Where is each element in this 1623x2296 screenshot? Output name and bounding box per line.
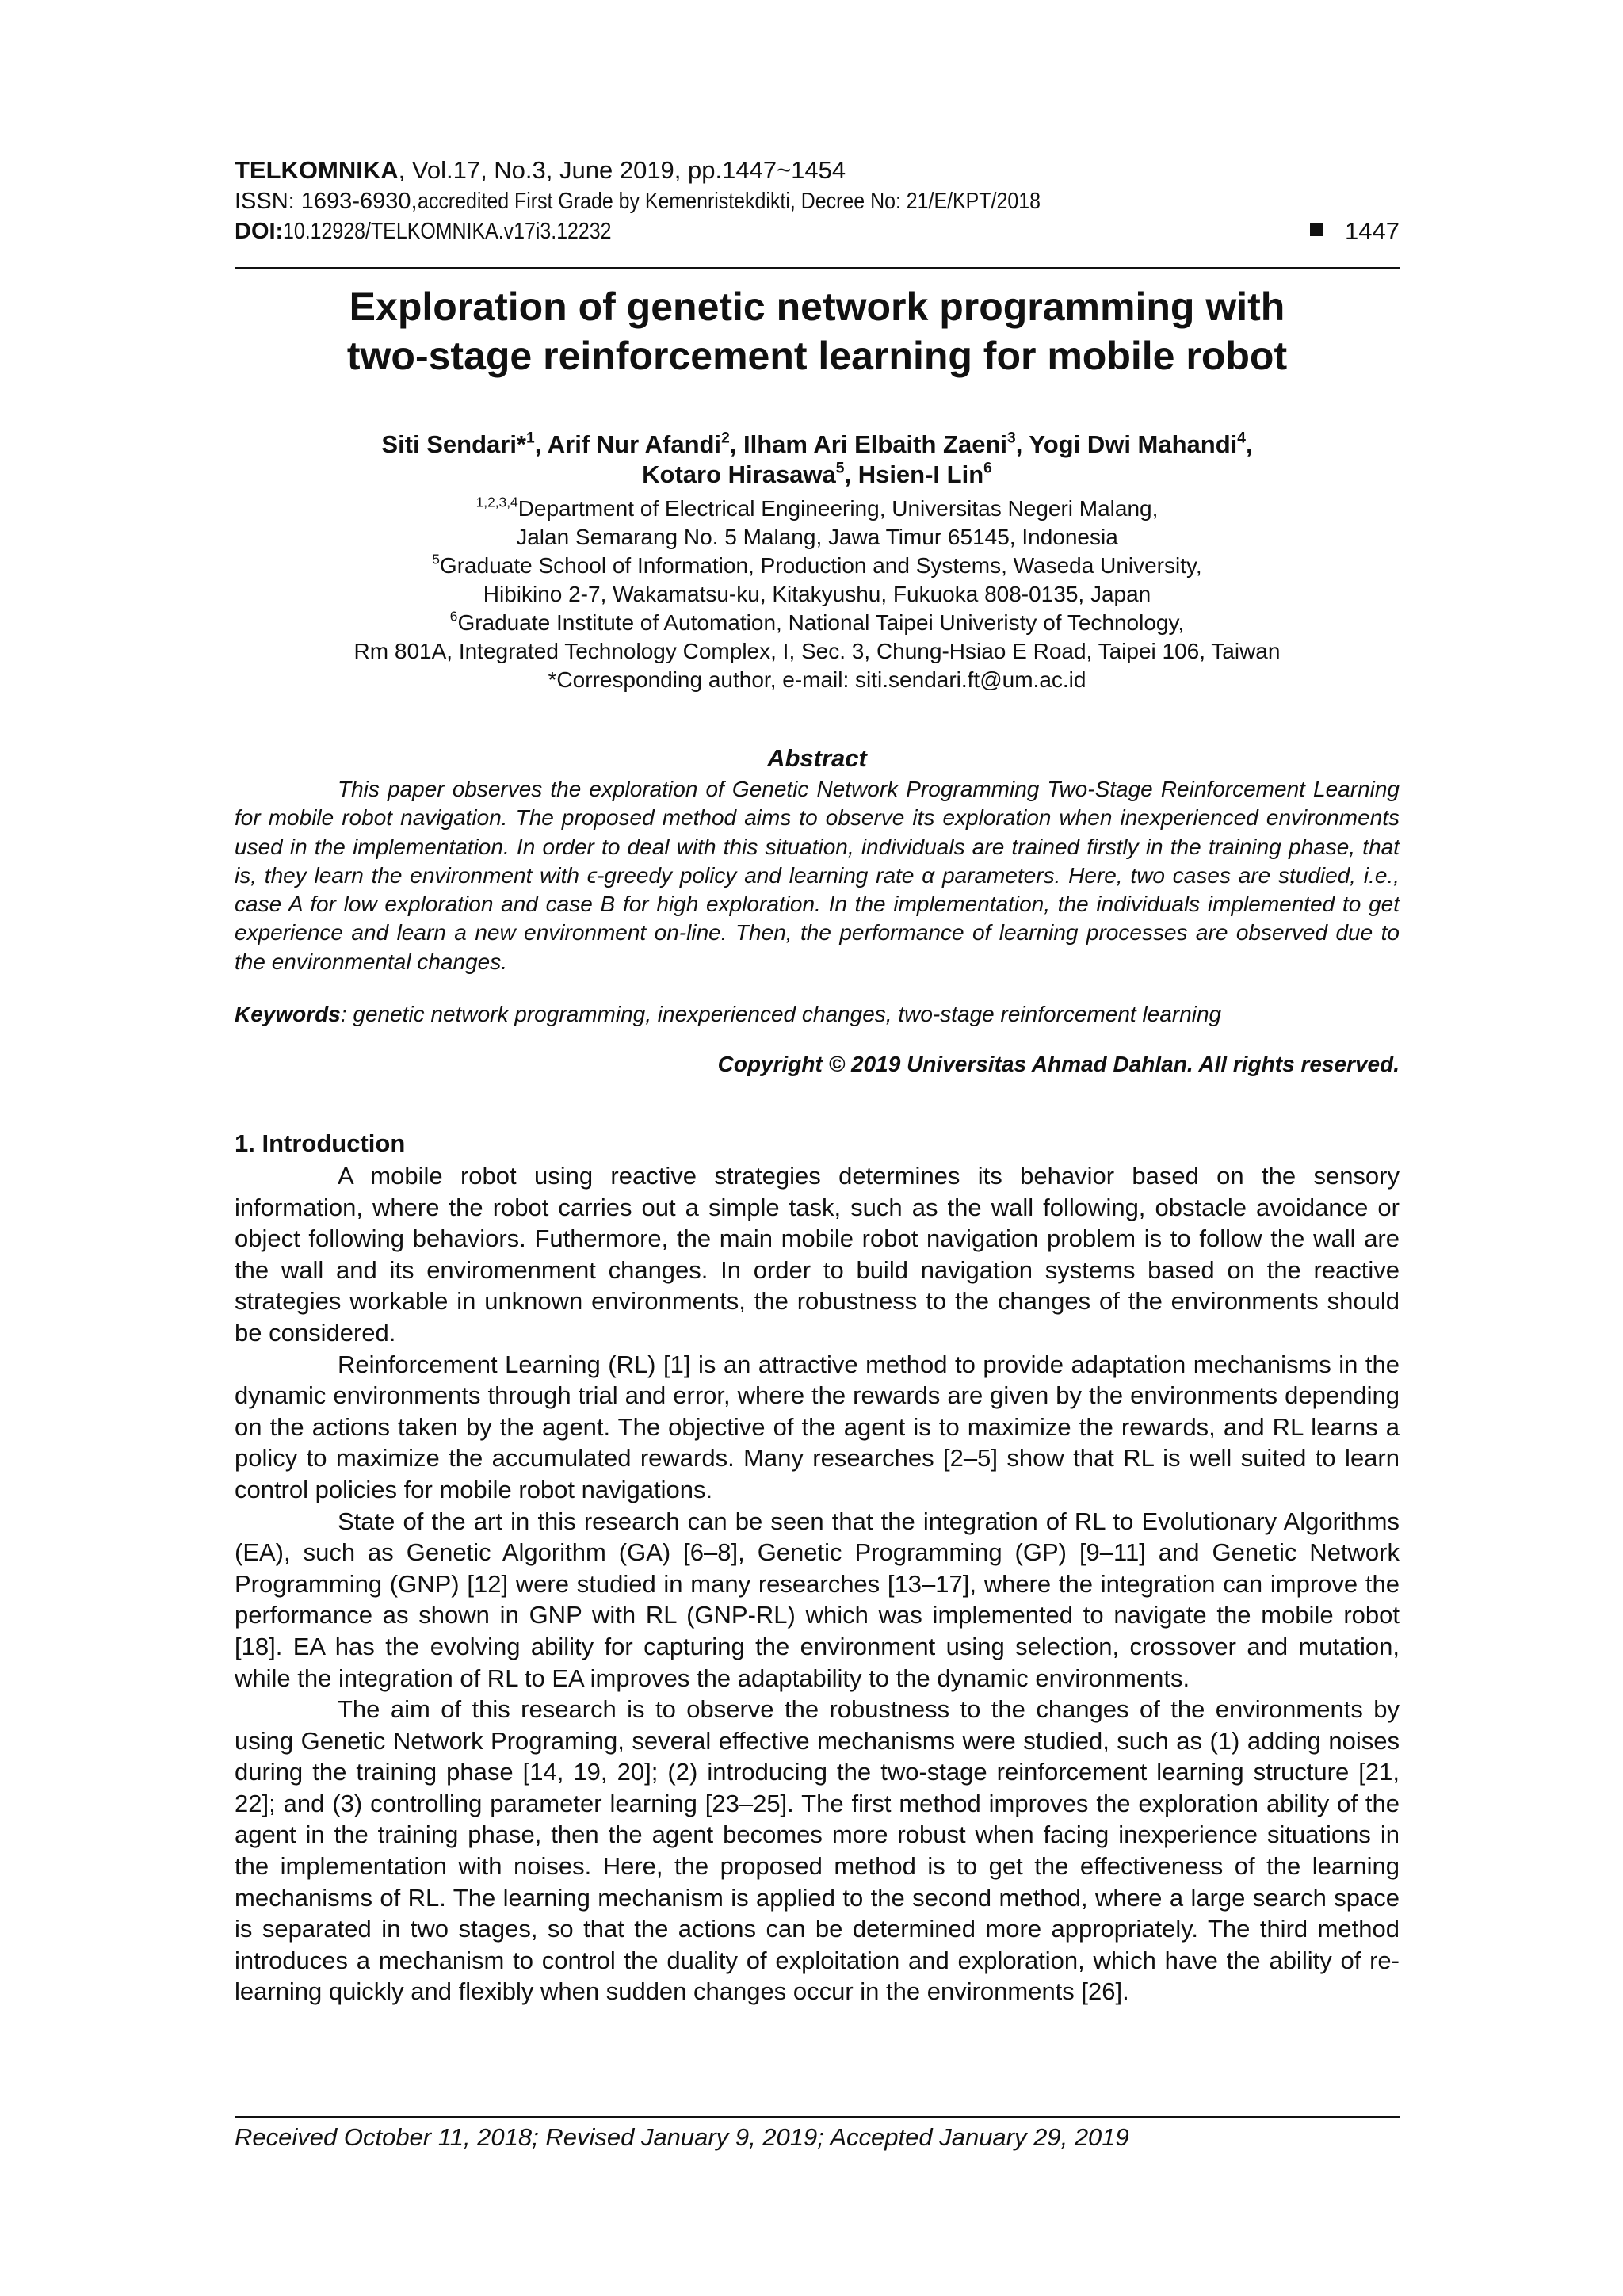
affiliation-2: $^5$Graduate School of Information, Production and Systems, Waseda University,: [432, 551, 1202, 578]
keywords: [235, 1000, 1400, 1029]
page-number: 1447: [1310, 217, 1400, 246]
abstract-text: This paper observes the exploration of Genetic Network Programming Two-Stage Reinforcement Learning for mobile robot navigation. The proposed method aims to observe its exploration when inexperienced environments used in the implementation. In order to deal with this situation, individuals are trained firstly in the training phase, that is, they learn the environment with ϵ-greedy policy and learning rate α parameters. Here, two cases are studied, i.e., case A for low exploration and case B for high exploration. In the implementation, the individuals implemented to get experience and learn a new environment on-line. Then, the performance of learning processes are observed due to the environmental changes.: [235, 777, 1400, 974]
journal-name: TELKOMNIKA: [235, 156, 399, 184]
affiliation-3: $^6$Graduate Institute of Automation, National Taipei Univeristy of Technology,: [449, 608, 1185, 635]
received-dates: Received October 11, 2018; Revised January 9, 2019; Accepted January 29, 2019: [235, 2123, 1129, 2151]
abstract-heading: Abstract: [767, 744, 867, 772]
corresponding-author: *Corresponding author, e-mail: siti.sendari.ft@um.ac.id: [548, 667, 1086, 692]
affiliation-1: $^{1,2,3,4}$Department of Electrical Engineering, Universitas Negeri Malang,: [475, 494, 1159, 521]
footer-rule: [235, 2116, 1400, 2118]
doi-label: DOI:: [235, 219, 284, 244]
copyright-notice: Copyright © 2019 Universitas Ahmad Dahlan. All rights reserved.: [717, 1052, 1400, 1076]
keywords-text: : genetic network programming, inexperienced changes, two-stage reinforcement learning: [340, 1002, 1222, 1026]
volume-info: , Vol.17, No.3, June 2019, pp.1447~1454: [398, 156, 846, 184]
square-bullet-icon: [1310, 223, 1323, 236]
affiliation-3-address: Rm 801A, Integrated Technology Complex, I, Sec. 3, Chung-Hsiao E Road, Taipei 106, Taiwan: [353, 639, 1281, 663]
issn-line: [235, 187, 1400, 216]
accreditation: accredited First Grade by Kemenristekdikti, Decree No: 21/E/KPT/2018: [417, 189, 1041, 214]
keywords-label: Keywords: [235, 1002, 341, 1026]
doi: 10.12928/TELKOMNIKA.v17i3.12232: [283, 219, 612, 244]
doi-line: [235, 217, 1400, 246]
paper-title: Exploration of genetic network programming with two-stage reinforcement learning for mobile robot: [346, 285, 1288, 378]
section-body: [235, 1160, 1400, 2008]
author-list: Siti Sendari*$^1$, Arif Nur Afandi$^2$, Ilham Ari Elbaith Zaeni$^3$, Yogi Dwi Mahandi$^4$, Kotaro Hirasawa$^5$, Hsien-I Lin$^6$: [381, 430, 1253, 488]
paragraph: State of the art in this research can be seen that the integration of RL to Evolutionary Algorithms (EA), such as Genetic Algorithm (GA) [6–8], Genetic Programming (GP) [9–11] and Genetic Network Programming (GNP) [12] were studied in many researches [13–17], where the integration can improve the performance as shown in GNP with RL (GNP-RL) which was implemented to navigate the mobile robot [18]. EA has the evolving ability for capturing the environment using selection, crossover and mutation, while the integration of RL to EA improves the adaptability to the dynamic environments.: [235, 1507, 1400, 1692]
issn: ISSN: 1693-6930,: [235, 189, 418, 214]
journal-citation: [235, 155, 1400, 185]
header-rule: [235, 267, 1400, 269]
paragraph: The aim of this research is to observe the robustness to the changes of the environments by using Genetic Network Programing, several effective mechanisms were studied, such as (1) adding noises during the training phase [14, 19, 20]; (2) introducing the two-stage reinforcement learning structure [21, 22]; and (3) controlling parameter learning [23–25]. The first method improves the exploration ability of the agent in the training phase, then the agent becomes more robust when facing inexperience situations in the implementation with noises. Here, the proposed method is to get the effectiveness of the learning mechanisms of RL. The learning mechanism is applied to the second method, where a large search space is separated in two stages, so that the actions can be determined more appropriately. The third method introduces a mechanism to control the duality of exploitation and exploration, which have the ability of re-learning quickly and flexibly when sudden changes occur in the environments [26].: [235, 1695, 1400, 2006]
paragraph: A mobile robot using reactive strategies determines its behavior based on the sensory information, where the robot carries out a simple task, such as the wall following, obstacle avoidance or object following behaviors. Futhermore, the main mobile robot navigation problem is to follow the wall are the wall and its enviromenment changes. In order to build navigation systems based on the reactive strategies workable in unknown environments, the robustness to the changes of the environments should be considered.: [235, 1162, 1400, 1347]
affiliation-1-address: Jalan Semarang No. 5 Malang, Jawa Timur 65145, Indonesia: [516, 525, 1118, 549]
affiliation-2-address: Hibikino 2-7, Wakamatsu-ku, Kitakyushu, Fukuoka 808-0135, Japan: [483, 582, 1151, 606]
section-heading: 1. Introduction: [235, 1129, 406, 1157]
paragraph: Reinforcement Learning (RL) [1] is an attractive method to provide adaptation mechanisms in the dynamic environments through trial and error, where the rewards are given by the environments depending on the actions taken by the agent. The objective of the agent is to maximize the rewards, and RL learns a policy to maximize the accumulated rewards. Many researches [2–5] show that RL is well suited to learn control policies for mobile robot navigations.: [235, 1350, 1400, 1503]
affiliations: [235, 495, 1400, 694]
